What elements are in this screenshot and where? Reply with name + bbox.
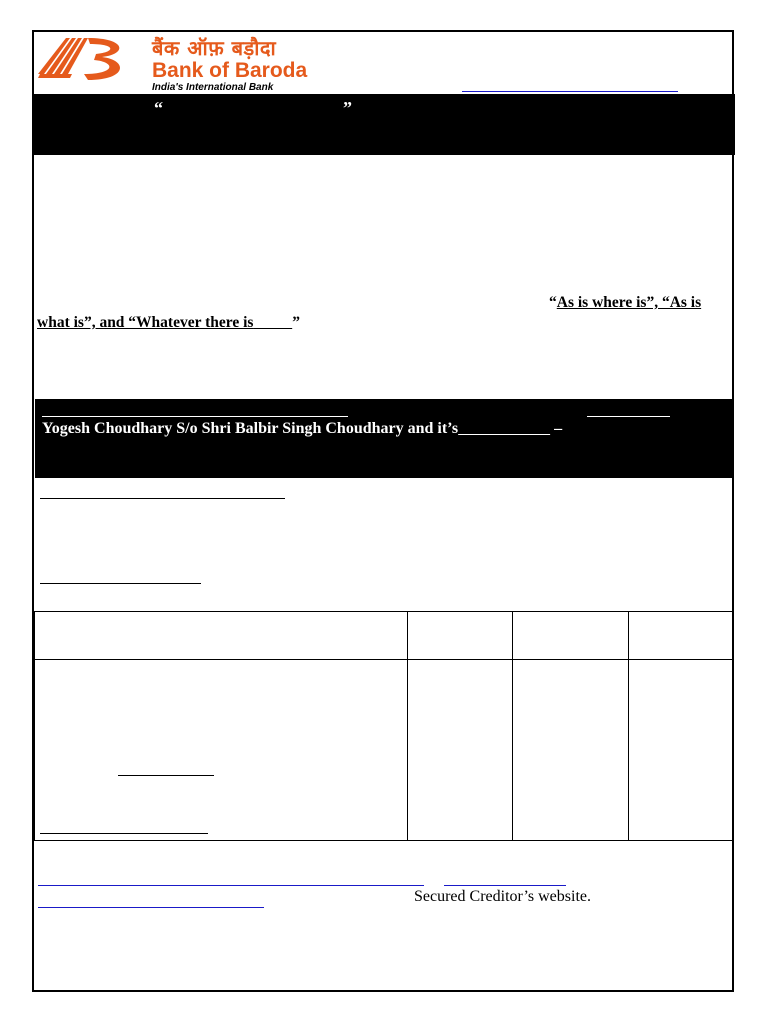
header-band — [33, 94, 735, 155]
borrower-heading-underline — [42, 416, 348, 417]
table-col-divider-1 — [407, 611, 408, 841]
footer-website-text: Secured Creditor’s website. — [414, 888, 591, 905]
table-cell-underline-1 — [118, 775, 214, 776]
header-open-quote: “ — [154, 98, 163, 118]
terms-line-1 — [549, 294, 701, 312]
terms-as-is-where-is: As is where is”, “As is — [556, 294, 702, 311]
borrower-name-line — [42, 420, 562, 438]
terms-blank — [253, 314, 292, 331]
terms-close-quote: ” — [292, 314, 300, 331]
bank-logo — [36, 34, 128, 82]
borrower-name: Yogesh Choudhary S/o Shri Balbir Singh Choudhary and it’s — [42, 420, 459, 437]
bank-name-english: Bank of Baroda — [152, 59, 308, 82]
terms-line-2 — [37, 314, 300, 332]
terms-quote-open: “ — [549, 294, 557, 311]
table-cell-underline-2 — [40, 833, 208, 834]
bank-of-baroda-logo-icon — [36, 34, 128, 82]
footer-link-underline-1[interactable] — [38, 885, 424, 886]
table-col-divider-2 — [512, 611, 513, 841]
borrower-band — [35, 399, 732, 478]
bank-name-hindi: बैंक ऑफ़ बड़ौदा — [152, 36, 277, 60]
section-heading-underline-1 — [40, 498, 285, 499]
borrower-blank — [458, 420, 550, 437]
notice-page — [32, 30, 734, 992]
borrower-right-underline — [587, 416, 670, 417]
footer-link-underline-3[interactable] — [38, 907, 264, 908]
footer-link-underline-2[interactable] — [444, 885, 566, 886]
bank-tagline: India's International Bank — [152, 82, 274, 93]
header-close-quote: ” — [343, 98, 352, 118]
section-heading-underline-2 — [40, 583, 201, 584]
borrower-dash: – — [554, 420, 563, 437]
terms-what-is: what is”, and “Whatever there is — [37, 314, 254, 331]
header-link-underline[interactable] — [462, 91, 678, 92]
table-col-divider-3 — [628, 611, 629, 841]
